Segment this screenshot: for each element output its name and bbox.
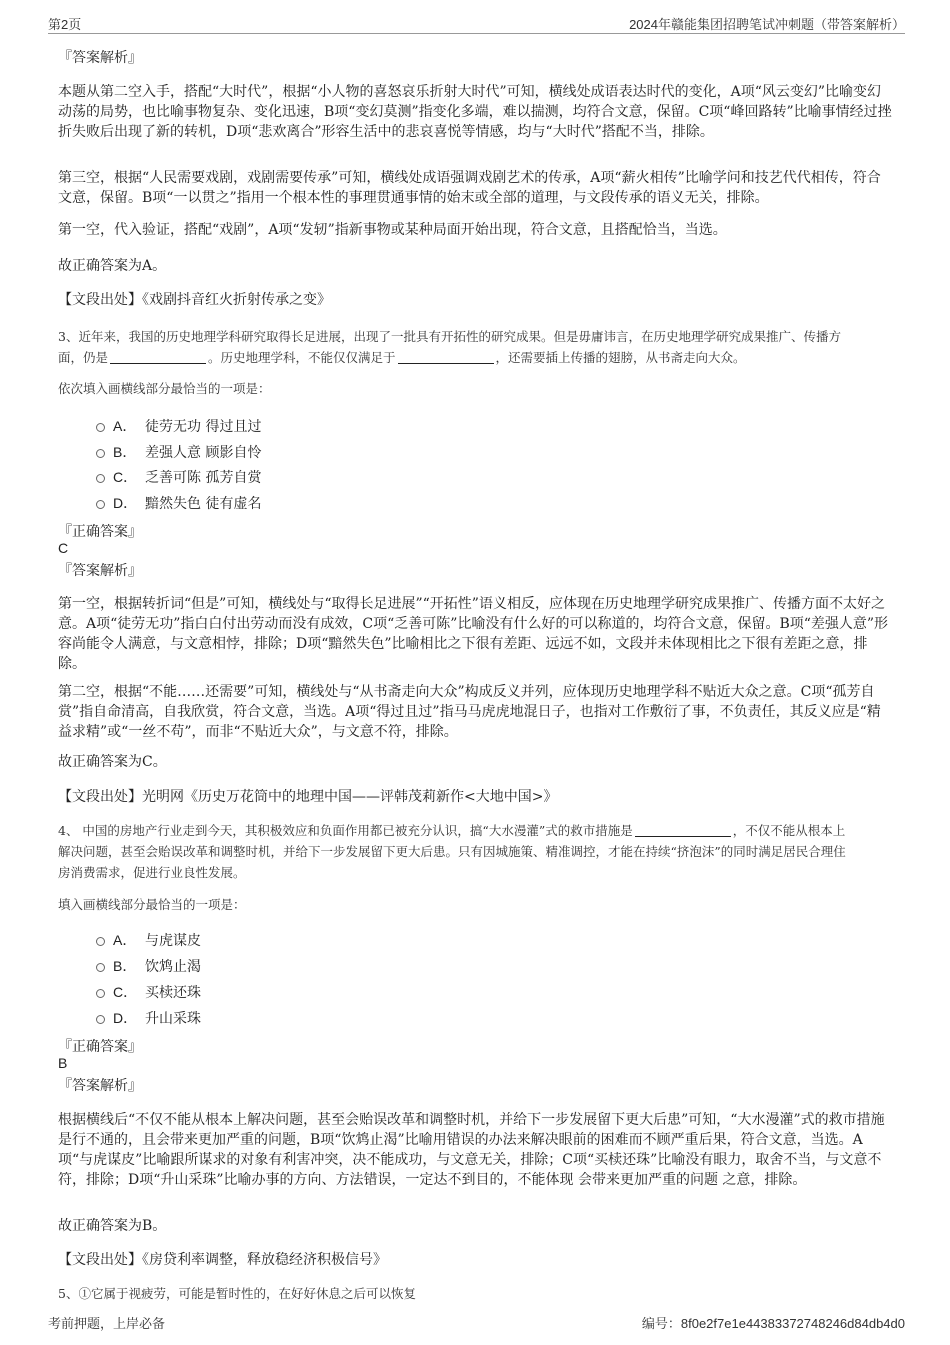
option-c[interactable]: C． 乏善可陈 孤芳自赏 [96, 467, 261, 488]
option-a[interactable]: A． 徒劳无功 得过且过 [96, 416, 261, 437]
question-prompt: 依次填入画横线部分最恰当的一项是： [58, 381, 271, 396]
option-a[interactable]: A． 与虎谋皮 [96, 930, 201, 951]
page-number: 第2页 [48, 17, 82, 32]
source-citation: 【文段出处】光明网《历史万花筒中的地理中国——评韩茂莉新作<大地中国>》 [58, 789, 558, 805]
option-d[interactable]: D． 升山采珠 [96, 1008, 201, 1029]
answer-conclusion: 故正确答案为B。 [58, 1218, 167, 1234]
analysis-label: 『答案解析』 [58, 50, 142, 66]
answer-label: 『正确答案』 [58, 524, 142, 540]
footer-slogan: 考前押题，上岸必备 [48, 1316, 166, 1331]
radio-icon[interactable] [96, 937, 105, 946]
radio-icon[interactable] [96, 423, 105, 432]
option-b[interactable]: B． 饮鸩止渴 [96, 956, 201, 977]
analysis-paragraph: 第一空，根据转折词“但是”可知，横线处与“取得长足进展”“开拓性”语义相反，应体现在历史地理学研究成果推广、传播方面不太好之意。A项“徒劳无功”指白白付出劳动而没有成效，C项“乏善可陈”比喻没有什么好的可以称道的，均符合文意，保留。B项“差强人意”形容尚能令人满意，与文意相悖，排除；D项“黯然失色”比喻相比之下很有差距、远远不如，文段并未体现相比之下很有差距之意，排除。 [58, 596, 889, 672]
radio-icon[interactable] [96, 963, 105, 972]
answer-label: 『正确答案』 [58, 1039, 142, 1055]
radio-icon[interactable] [96, 474, 105, 483]
question-stem [58, 820, 898, 883]
question-prompt: 填入画横线部分最恰当的一项是： [58, 897, 246, 912]
fill-blank [635, 823, 731, 837]
source-citation: 【文段出处】《房贷利率调整，释放稳经济积极信号》 [58, 1252, 387, 1268]
question-stem: 5、①它属于视疲劳，可能是暂时性的，在好好休息之后可以恢复 [58, 1286, 416, 1301]
analysis-label: 『答案解析』 [58, 1078, 142, 1094]
page-footer [48, 1311, 905, 1331]
question-stem [58, 326, 898, 368]
radio-icon[interactable] [96, 500, 105, 509]
document-title: 2024年赣能集团招聘笔试冲刺题（带答案解析） [629, 17, 905, 32]
question-stem-line: 房消费需求，促进行业良性发展。 [58, 865, 246, 880]
question-stem-line: 解决问题，甚至会贻误改革和调整时机，并给下一步发展留下更大后患。只有因城施策、精准调控，才能在持续“挤泡沫”的同时满足居民合理住 [58, 844, 846, 859]
analysis-label: 『答案解析』 [58, 563, 142, 579]
answer-conclusion: 故正确答案为C。 [58, 754, 167, 770]
correct-answer: C [58, 540, 69, 556]
analysis-paragraph: 第三空，根据“人民需要戏剧，戏剧需要传承”可知，横线处成语强调戏剧艺术的传承，A项“薪火相传”比喻学问和技艺代代相传，符合文意，保留。B项“一以贯之”指用一个根本性的事理贯通事情的始末或全部的道理，与文段传承的语义无关，排除。 [58, 170, 881, 206]
document-id: 编号：8f0e2f7e1e44383372748246d84db4d0 [641, 1316, 905, 1331]
answer-conclusion: 故正确答案为A。 [58, 258, 167, 274]
radio-icon[interactable] [96, 989, 105, 998]
correct-answer: B [58, 1055, 68, 1071]
radio-icon[interactable] [96, 1015, 105, 1024]
page-header [48, 10, 905, 34]
question-stem-line: 面，仍是 。历史地理学科，不能仅仅满足于 ，还需要插上传播的翅膀，从书斋走向大众。 [58, 350, 746, 365]
analysis-paragraph: 第二空，根据“不能……还需要”可知，横线处与“从书斋走向大众”构成反义并列，应体现历史地理学科不贴近大众之意。C项“孤芳自赏”指自命清高，自我欣赏，符合文意，当选。A项“得过且过”指马马虎虎地混日子，也指对工作敷衍了事，不负责任，其反义应是“精益求精”或“一丝不苟”，而非“不贴近大众”，与文意不符，排除。 [58, 684, 881, 740]
analysis-paragraph: 本题从第二空入手，搭配“大时代”，根据“小人物的喜怒哀乐折射大时代”可知，横线处成语表达时代的变化，A项“风云变幻”比喻变幻动荡的局势，也比喻事物复杂、变化迅速，B项“变幻莫测”指变化多端，难以揣测，均符合文意，保留。C项“峰回路转”比喻事情经过挫折失败后出现了新的转机，D项“悲欢离合”形容生活中的悲哀喜悦等情感，均与“大时代”搭配不当，排除。 [58, 84, 892, 140]
analysis-paragraph: 根据横线后“不仅不能从根本上解决问题，甚至会贻误改革和调整时机，并给下一步发展留下更大后患”可知，“大水漫灌”式的救市措施是行不通的，且会带来更加严重的问题，B项“饮鸩止渴”比喻用错误的办法来解决眼前的困难而不顾严重后果，符合文意，当选。A项“与虎谋皮”比喻跟所谋求的对象有利害冲突，决不能成功，与文意无关，排除；C项“买椟还珠”比喻没有眼力，取舍不当，与文意不符，排除；D项“升山采珠”比喻办事的方向、方法错误，一定达不到目的，不能体现 会带来更加严重的问题 之意，排除。 [58, 1112, 885, 1188]
fill-blank [398, 350, 494, 364]
source-citation: 【文段出处】《戏剧抖音红火折射传承之变》 [58, 292, 331, 308]
fill-blank [110, 350, 206, 364]
question-stem-line: 4、 中国的房地产行业走到今天，其积极效应和负面作用都已被充分认识，搞“大水漫灌”式的救市措施是 ，不仅不能从根本上 [58, 823, 846, 838]
option-b[interactable]: B． 差强人意 顾影自怜 [96, 442, 261, 463]
analysis-paragraph: 第一空，代入验证，搭配“戏剧”，A项“发轫”指新事物或某种局面开始出现，符合文意，且搭配恰当，当选。 [58, 222, 727, 238]
option-d[interactable]: D． 黯然失色 徒有虚名 [96, 493, 261, 514]
question-stem-line: 3、近年来，我国的历史地理学科研究取得长足进展，出现了一批具有开拓性的研究成果。但是毋庸讳言，在历史地理学研究成果推广、传播方 [58, 329, 841, 344]
radio-icon[interactable] [96, 449, 105, 458]
option-c[interactable]: C． 买椟还珠 [96, 982, 201, 1003]
